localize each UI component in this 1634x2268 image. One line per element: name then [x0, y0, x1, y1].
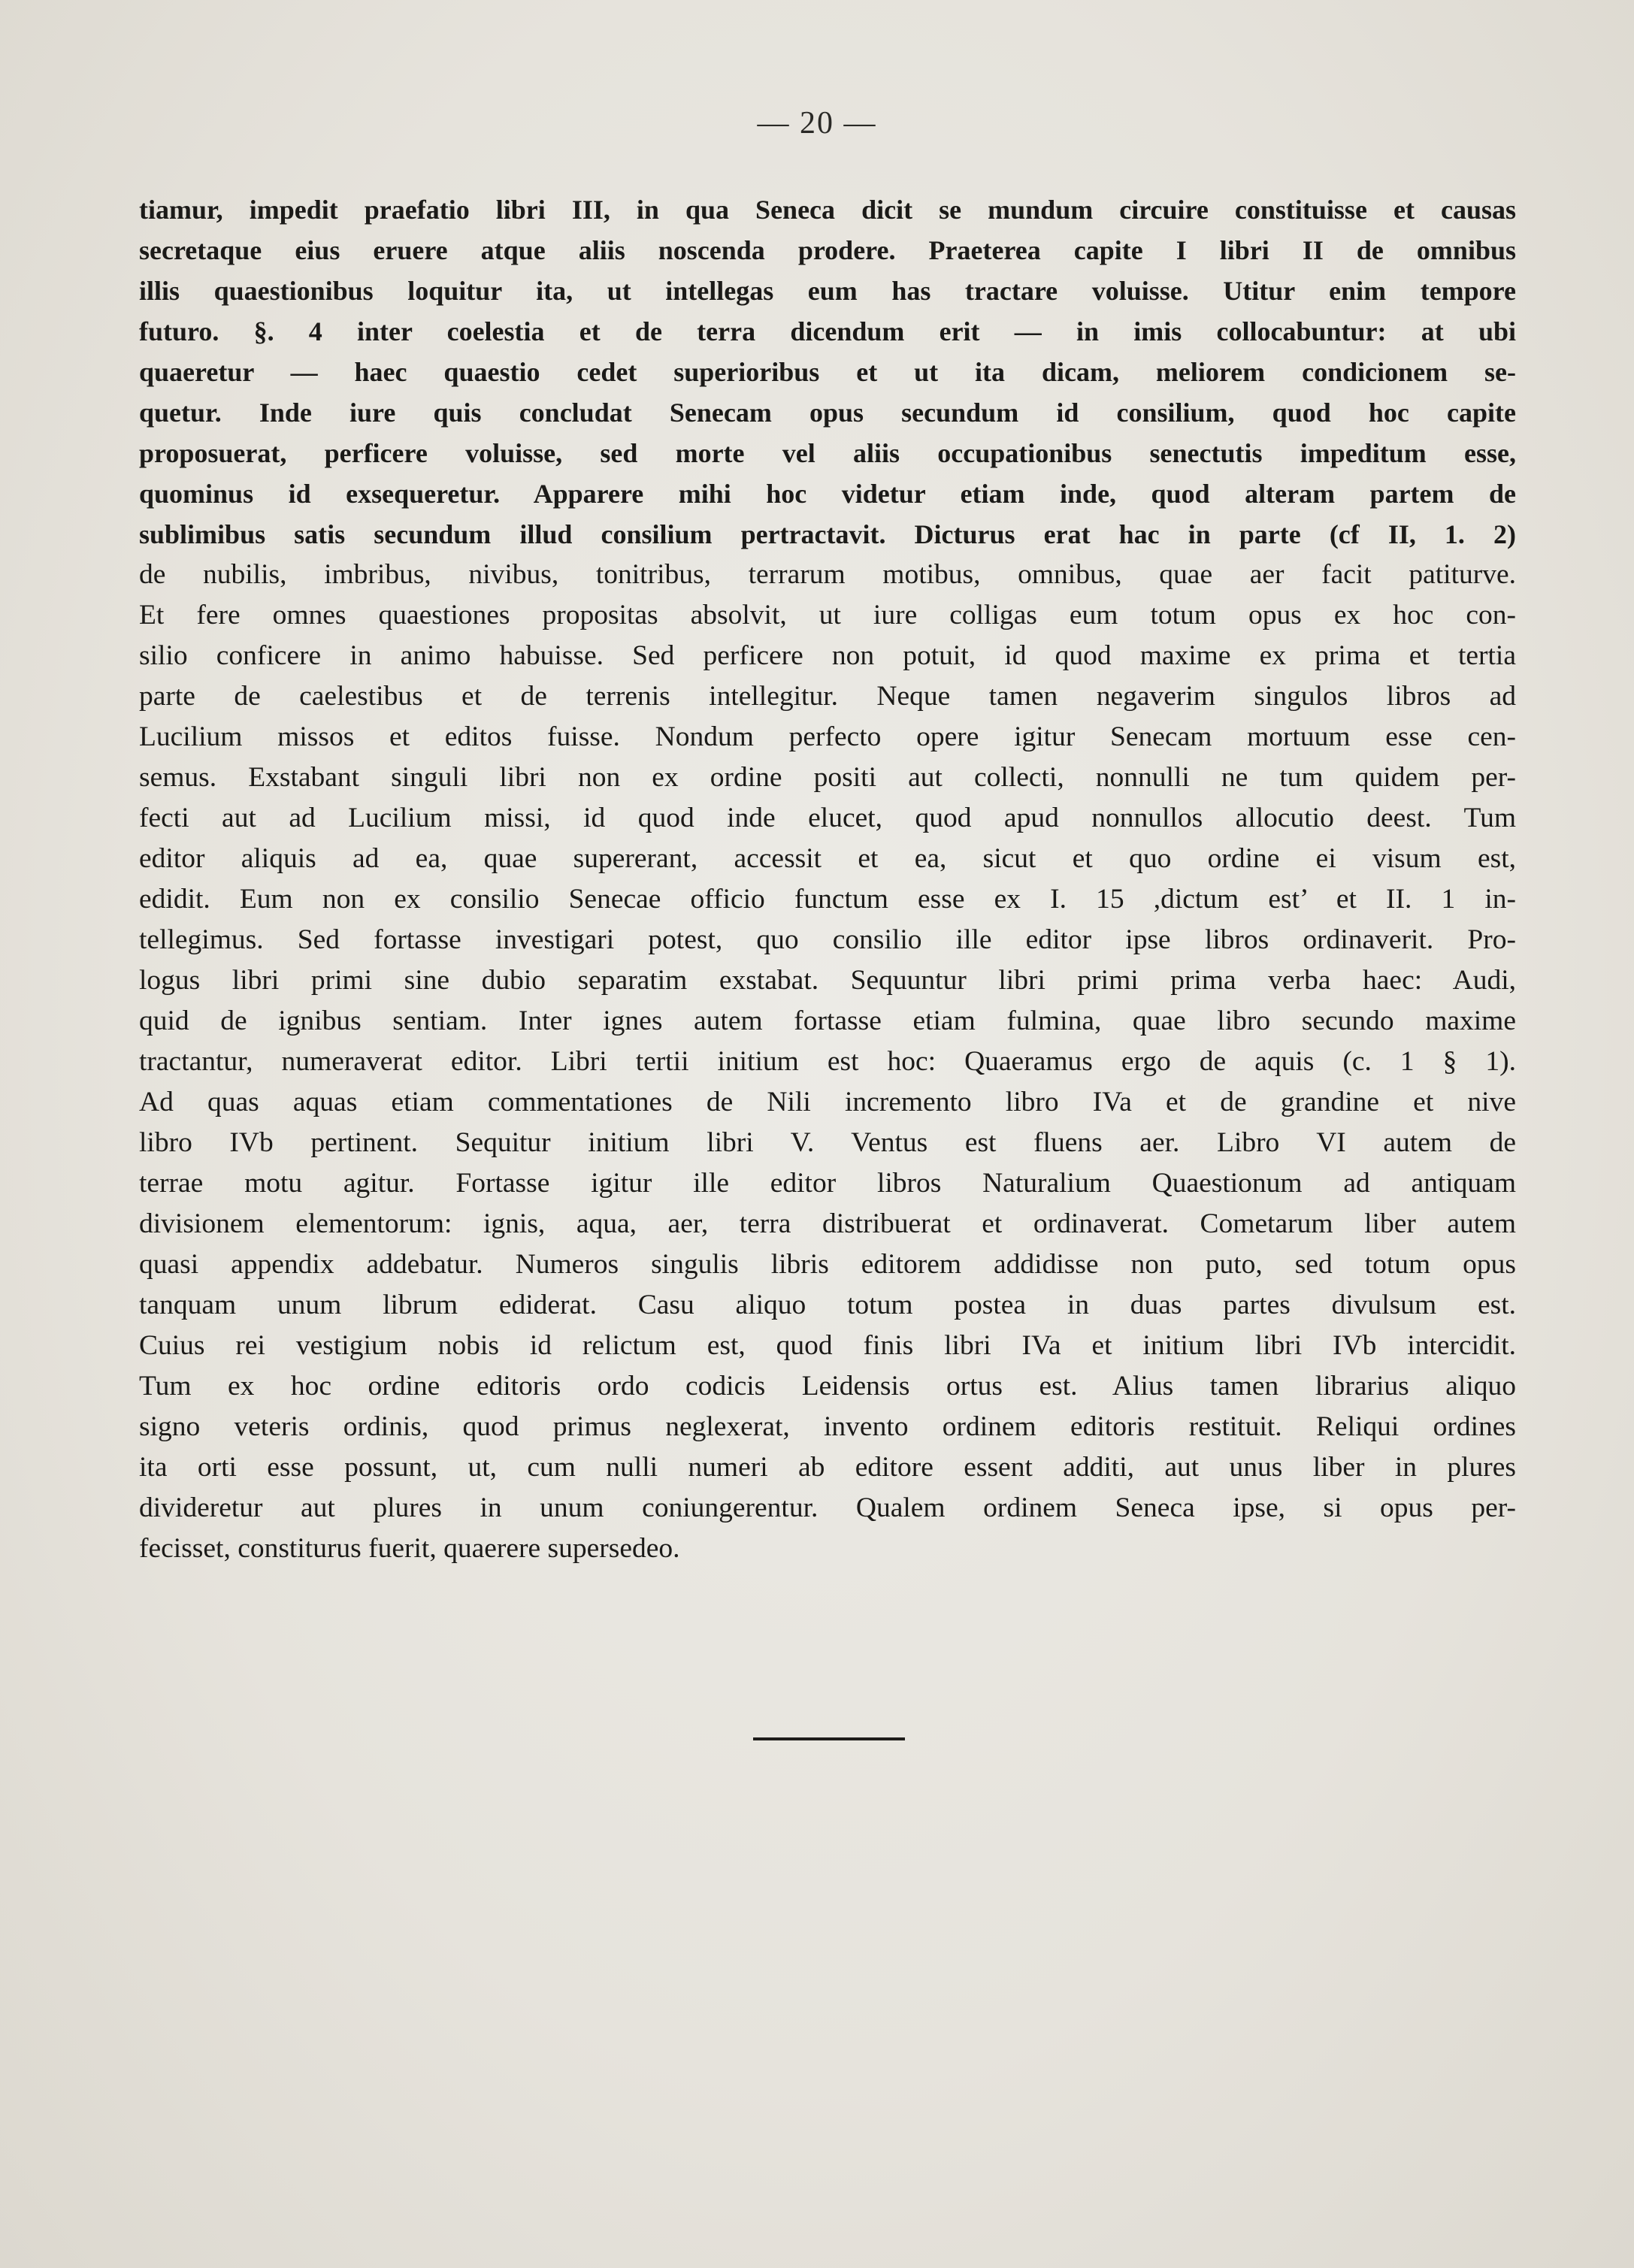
text-line: tractantur, numeraverat editor. Libri tertii initium est hoc: Quaeramus ergo de aquis (c. 1 § 1). — [139, 1046, 1516, 1077]
text-line: tellegimus. Sed fortasse investigari potest, quo consilio ille editor ipse libros ordinaverit. Pro- — [139, 924, 1516, 955]
text-line: ita orti esse possunt, ut, cum nulli numeri ab editore essent additi, aut unus liber in plures — [139, 1452, 1516, 1483]
text-line: proposuerat, perficere voluisse, sed morte vel aliis occupationibus senectutis impeditum esse, — [139, 438, 1516, 468]
text-line: signo veteris ordinis, quod primus neglexerat, invento ordinem editoris restituit. Reliqui ordines — [139, 1411, 1516, 1442]
text-line: Ad quas aquas etiam commentationes de Nili incremento libro IVa et de grandine et nive — [139, 1087, 1516, 1117]
text-line: quasi appendix addebatur. Numeros singulis libris editorem addidisse non puto, sed totum opus — [139, 1249, 1516, 1280]
text-line: illis quaestionibus loquitur ita, ut intellegas eum has tractare voluisse. Utitur enim tempore — [139, 276, 1516, 306]
text-line: Cuius rei vestigium nobis id relictum est, quod finis libri IVa et initium libri IVb intercidit. — [139, 1330, 1516, 1361]
text-line: edidit. Eum non ex consilio Senecae officio functum esse ex I. 15 ,dictum est’ et II. 1 in- — [139, 884, 1516, 915]
closing-rule — [753, 1737, 905, 1740]
text-line: silio conficere in animo habuisse. Sed perficere non potuit, id quod maxime ex prima et tertia — [139, 640, 1516, 671]
text-line: divisionem elementorum: ignis, aqua, aer, terra distribuerat et ordinaverat. Cometarum liber autem — [139, 1208, 1516, 1239]
page-number: — 20 — — [757, 106, 877, 141]
body-text — [139, 189, 1516, 1569]
text-line: editor aliquis ad ea, quae supererant, accessit et ea, sicut et quo ordine ei visum est, — [139, 843, 1516, 874]
text-line: Lucilium missos et editos fuisse. Nondum perfecto opere igitur Senecam mortuum esse cen- — [139, 721, 1516, 752]
text-line: tanquam unum librum ediderat. Casu aliquo totum postea in duas partes divulsum est. — [139, 1290, 1516, 1320]
text-line: parte de caelestibus et de terrenis intellegitur. Neque tamen negaverim singulos libros ad — [139, 681, 1516, 712]
text-line: terrae motu agitur. Fortasse igitur ille editor libros Naturalium Quaestionum ad antiquam — [139, 1168, 1516, 1199]
text-line: sublimibus satis secundum illud consilium pertractavit. Dicturus erat hac in parte (cf II, 1. 2) — [139, 519, 1516, 549]
text-line: quaeretur — haec quaestio cedet superioribus et ut ita dicam, meliorem condicionem se- — [139, 357, 1516, 387]
text-line: quominus id exsequeretur. Apparere mihi hoc videtur etiam inde, quod alteram partem de — [139, 479, 1516, 509]
text-line: libro IVb pertinent. Sequitur initium libri V. Ventus est fluens aer. Libro VI autem de — [139, 1127, 1516, 1158]
text-line: Tum ex hoc ordine editoris ordo codicis Leidensis ortus est. Alius tamen librarius aliquo — [139, 1371, 1516, 1402]
text-line: logus libri primi sine dubio separatim exstabat. Sequuntur libri primi prima verba haec: Audi, — [139, 965, 1516, 996]
text-line: quetur. Inde iure quis concludat Senecam opus secundum id consilium, quod hoc capite — [139, 398, 1516, 428]
text-line: quid de ignibus sentiam. Inter ignes autem fortasse etiam fulmina, quae libro secundo maxime — [139, 1005, 1516, 1036]
text-line: divideretur aut plures in unum coniungerentur. Qualem ordinem Seneca ipse, si opus per- — [139, 1492, 1516, 1523]
text-line: semus. Exstabant singuli libri non ex ordine positi aut collecti, nonnulli ne tum quidem per- — [139, 762, 1516, 793]
text-line: tiamur, impedit praefatio libri III, in qua Seneca dicit se mundum circuire constituisse et causas — [139, 195, 1516, 225]
text-line: secretaque eius eruere atque aliis noscenda prodere. Praeterea capite I libri II de omnibus — [139, 235, 1516, 265]
text-line: futuro. §. 4 inter coelestia et de terra dicendum erit — in imis collocabuntur: at ubi — [139, 316, 1516, 346]
text-line-last: fecisset, constiturus fuerit, quaerere supersedeo. — [139, 1533, 680, 1564]
text-line: fecti aut ad Lucilium missi, id quod inde elucet, quod apud nonnullos allocutio deest. Tum — [139, 803, 1516, 833]
text-line: de nubilis, imbribus, nivibus, tonitribus, terrarum motibus, omnibus, quae aer facit patiturve. — [139, 559, 1516, 590]
text-line: Et fere omnes quaestiones propositas absolvit, ut iure colligas eum totum opus ex hoc con- — [139, 600, 1516, 631]
